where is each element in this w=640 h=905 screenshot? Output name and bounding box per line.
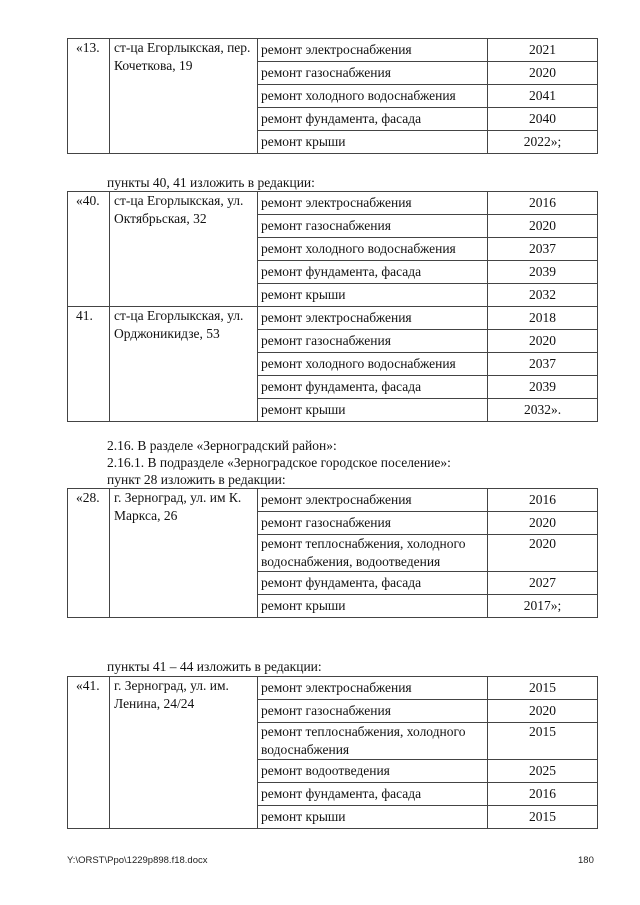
table-row [68, 307, 598, 330]
work-type: ремонт холодного водоснабжения [258, 85, 488, 108]
work-type: ремонт электроснабжения [258, 192, 488, 215]
work-year: 2040 [488, 108, 598, 131]
table-row [68, 489, 598, 512]
work-type: ремонт газоснабжения [258, 62, 488, 85]
work-type: ремонт газоснабжения [258, 330, 488, 353]
paragraph-subsection-2-16-1: 2.16.1. В подразделе «Зерноградское городское поселение»: [107, 455, 451, 470]
work-year: 2041 [488, 85, 598, 108]
work-type: ремонт фундамента, фасада [258, 783, 488, 806]
item-number: 41. [68, 307, 110, 422]
work-year: 2021 [488, 39, 598, 62]
paragraph-items-41-44: пункты 41 – 44 изложить в редакции: [107, 659, 322, 674]
work-type: ремонт холодного водоснабжения [258, 353, 488, 376]
work-year: 2022»; [488, 131, 598, 154]
item-address: г. Зерноград, ул. им К. Маркса, 26 [110, 489, 258, 618]
work-year: 2020 [488, 700, 598, 723]
item-address: ст-ца Егорлыкская, ул. Октябрьская, 32 [110, 192, 258, 307]
table-row [68, 677, 598, 700]
work-year: 2016 [488, 192, 598, 215]
work-year: 2039 [488, 261, 598, 284]
table-3 [67, 488, 598, 618]
work-type: ремонт холодного водоснабжения [258, 238, 488, 261]
work-year: 2032 [488, 284, 598, 307]
work-type: ремонт теплоснабжения, холодного водоснабжения, водоотведения [258, 535, 488, 572]
item-number: «28. [68, 489, 110, 618]
work-type: ремонт газоснабжения [258, 512, 488, 535]
work-year: 2020 [488, 62, 598, 85]
item-number: «40. [68, 192, 110, 307]
work-year: 2018 [488, 307, 598, 330]
table-1 [67, 38, 598, 154]
work-type: ремонт крыши [258, 806, 488, 829]
work-year: 2032». [488, 399, 598, 422]
item-number: «41. [68, 677, 110, 829]
work-year: 2017»; [488, 595, 598, 618]
work-type: ремонт электроснабжения [258, 307, 488, 330]
work-type: ремонт крыши [258, 284, 488, 307]
footer-file-path: Y:\ORST\Ppo\1229p898.f18.docx [67, 855, 208, 866]
item-address: ст-ца Егорлыкская, ул. Орджоникидзе, 53 [110, 307, 258, 422]
work-type: ремонт фундамента, фасада [258, 108, 488, 131]
item-number: «13. [68, 39, 110, 154]
paragraph-items-40-41: пункты 40, 41 изложить в редакции: [107, 175, 315, 190]
work-year: 2020 [488, 512, 598, 535]
work-year: 2020 [488, 330, 598, 353]
work-type: ремонт водоотведения [258, 760, 488, 783]
item-address: г. Зерноград, ул. им. Ленина, 24/24 [110, 677, 258, 829]
item-address: ст-ца Егорлыкская, пер. Кочеткова, 19 [110, 39, 258, 154]
work-year: 2016 [488, 489, 598, 512]
work-year: 2027 [488, 572, 598, 595]
work-type: ремонт фундамента, фасада [258, 261, 488, 284]
work-type: ремонт фундамента, фасада [258, 376, 488, 399]
footer-page-number: 180 [578, 855, 594, 866]
work-year: 2037 [488, 353, 598, 376]
work-year: 2016 [488, 783, 598, 806]
work-year: 2015 [488, 723, 598, 760]
table-row [68, 39, 598, 62]
work-year: 2015 [488, 806, 598, 829]
work-type: ремонт электроснабжения [258, 677, 488, 700]
work-year: 2020 [488, 215, 598, 238]
table-row [68, 192, 598, 215]
paragraph-item-28: пункт 28 изложить в редакции: [107, 472, 286, 487]
work-type: ремонт теплоснабжения, холодного водоснабжения [258, 723, 488, 760]
work-type: ремонт крыши [258, 399, 488, 422]
work-type: ремонт фундамента, фасада [258, 572, 488, 595]
work-year: 2020 [488, 535, 598, 572]
work-type: ремонт электроснабжения [258, 39, 488, 62]
work-year: 2025 [488, 760, 598, 783]
work-year: 2037 [488, 238, 598, 261]
work-type: ремонт крыши [258, 595, 488, 618]
work-type: ремонт газоснабжения [258, 215, 488, 238]
work-type: ремонт газоснабжения [258, 700, 488, 723]
table-2 [67, 191, 598, 422]
work-type: ремонт электроснабжения [258, 489, 488, 512]
work-year: 2015 [488, 677, 598, 700]
paragraph-section-2-16: 2.16. В разделе «Зерноградский район»: [107, 438, 337, 453]
work-year: 2039 [488, 376, 598, 399]
table-4 [67, 676, 598, 829]
work-type: ремонт крыши [258, 131, 488, 154]
